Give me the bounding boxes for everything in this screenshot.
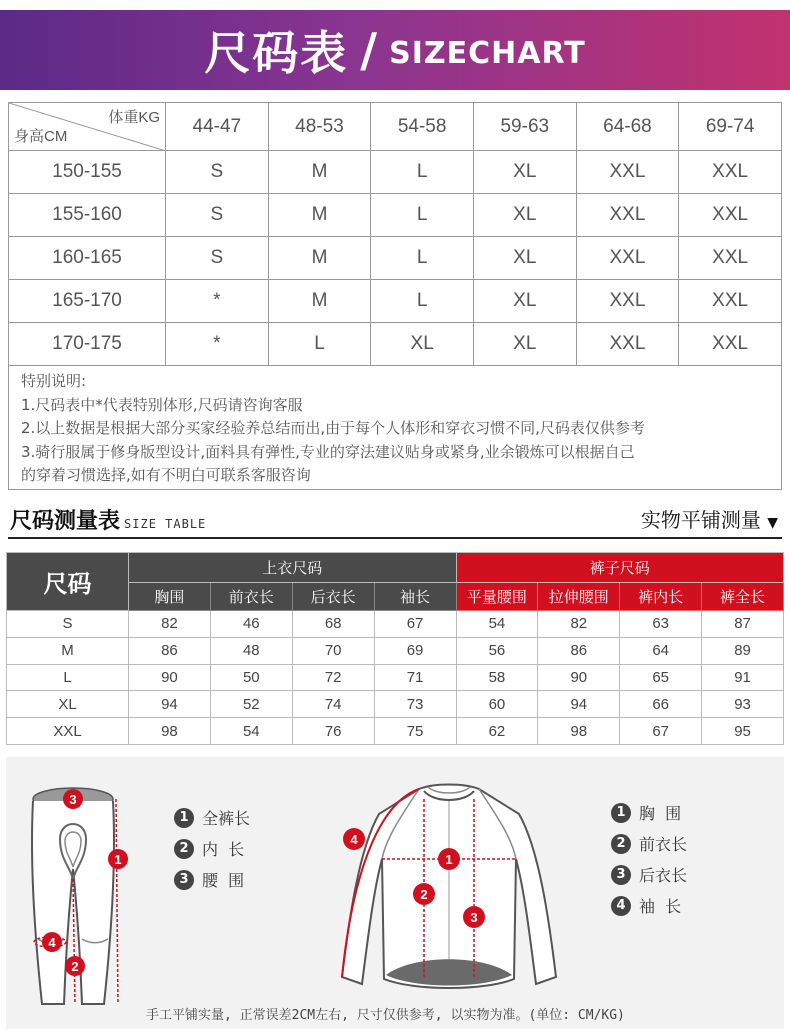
notes-title: 特别说明: (21, 372, 87, 390)
pant-measure-cell: 65 (620, 664, 702, 691)
size-chart-table (8, 102, 782, 366)
top-measure-cell: 46 (210, 611, 292, 638)
pant-measure-cell: 86 (538, 637, 620, 664)
size-cell: XXL (576, 280, 679, 323)
svg-text:2: 2 (71, 959, 79, 974)
pants-illustration (20, 779, 140, 1009)
weight-col-header: 69-74 (679, 103, 782, 151)
measure-size-cell: L (7, 664, 129, 691)
notes-line: 的穿着习惯选择,如有不明白可联系客服咨询 (21, 466, 311, 484)
measure-size-cell: XXL (7, 718, 129, 745)
weight-col-header: 64-68 (576, 103, 679, 151)
size-chart-row (9, 194, 782, 237)
size-cell: * (166, 280, 269, 323)
top-measure-cell: 72 (292, 664, 374, 691)
svg-text:4: 4 (350, 832, 358, 847)
top-measure-cell: 75 (374, 718, 456, 745)
measure-section-header (8, 502, 782, 538)
measure-row (7, 691, 784, 718)
flat-measure-label (641, 504, 778, 533)
pant-measure-cell: 67 (620, 718, 702, 745)
pant-measure-cell: 62 (456, 718, 538, 745)
top-measure-cell: 86 (129, 637, 211, 664)
pant-size-group: 裤子尺码 (456, 553, 784, 583)
size-cell: M (268, 151, 371, 194)
measure-row (7, 664, 784, 691)
jersey-legend-item (611, 890, 687, 921)
pant-col-header: 裤全长 (702, 583, 784, 611)
size-cell: M (268, 237, 371, 280)
pant-measure-cell: 90 (538, 664, 620, 691)
jersey-illustration (324, 779, 574, 994)
size-cell: M (268, 280, 371, 323)
pant-measure-cell: 60 (456, 691, 538, 718)
title-slash: / (360, 23, 378, 77)
top-measure-cell: 71 (374, 664, 456, 691)
top-measure-cell: 76 (292, 718, 374, 745)
legend-label: 胸 围 (639, 804, 682, 823)
measure-size-cell: XL (7, 691, 129, 718)
svg-text:3: 3 (69, 792, 77, 807)
pant-measure-cell: 66 (620, 691, 702, 718)
legend-label: 后衣长 (639, 866, 688, 885)
pant-measure-cell: 63 (620, 611, 702, 638)
top-col-header: 前衣长 (210, 583, 292, 611)
weight-col-header: 54-58 (371, 103, 474, 151)
size-chart-header-row (9, 103, 782, 151)
height-range-cell: 155-160 (9, 194, 166, 237)
measure-size-cell: M (7, 637, 129, 664)
size-cell: S (166, 151, 269, 194)
size-cell: XL (371, 323, 474, 366)
notes-line: 1.尺码表中*代表特别体形,尺码请咨询客服 (21, 395, 303, 414)
flat-measure-text: 实物平铺测量 (640, 508, 761, 532)
size-cell: XXL (679, 280, 782, 323)
size-cell: L (371, 151, 474, 194)
weight-col-header: 44-47 (166, 103, 269, 151)
triangle-down-icon: ▼ (767, 515, 778, 531)
measure-table (6, 552, 784, 745)
pant-col-header: 拉伸腰围 (538, 583, 620, 611)
size-cell: XXL (679, 194, 782, 237)
measurement-diagram (6, 757, 784, 1029)
size-cell: XL (473, 323, 576, 366)
notes-line: 3.骑行服属于修身版型设计,面料具有弹性,专业的穿法建议贴身或紧身,业余锻炼可以根据自己 (21, 442, 635, 461)
weight-col-header: 48-53 (268, 103, 371, 151)
size-cell: L (268, 323, 371, 366)
measure-footnote: 手工平铺实量, 正常误差2CM左右, 尺寸仅供参考, 以实物为准。(单位: CM/KG) (146, 1008, 625, 1023)
legend-number: 1 (611, 803, 631, 823)
top-col-header: 后衣长 (292, 583, 374, 611)
svg-text:1: 1 (445, 852, 453, 867)
height-range-cell: 160-165 (9, 237, 166, 280)
pants-legend-item (174, 802, 250, 833)
height-range-cell: 165-170 (9, 280, 166, 323)
pant-measure-cell: 95 (702, 718, 784, 745)
size-cell: XL (473, 151, 576, 194)
measure-row (7, 611, 784, 638)
special-notes (8, 360, 782, 490)
pant-measure-cell: 91 (702, 664, 784, 691)
pant-measure-cell: 64 (620, 637, 702, 664)
pants-legend (174, 802, 250, 895)
pant-measure-cell: 56 (456, 637, 538, 664)
pant-measure-cell: 98 (538, 718, 620, 745)
size-cell: L (371, 280, 474, 323)
size-cell: XXL (576, 194, 679, 237)
pant-measure-cell: 82 (538, 611, 620, 638)
jersey-legend-item (611, 859, 687, 890)
top-measure-cell: 50 (210, 664, 292, 691)
measure-group-row (7, 553, 784, 583)
size-chart-row (9, 280, 782, 323)
pant-measure-cell: 89 (702, 637, 784, 664)
size-cell: L (371, 237, 474, 280)
size-cell: M (268, 194, 371, 237)
legend-label: 腰 围 (202, 871, 245, 890)
svg-text:1: 1 (114, 852, 122, 867)
height-axis-label: 身高CM (14, 128, 68, 145)
size-cell: XXL (679, 237, 782, 280)
top-measure-cell: 82 (129, 611, 211, 638)
svg-text:4: 4 (48, 935, 56, 950)
size-cell: XXL (576, 151, 679, 194)
jersey-legend (611, 797, 687, 921)
pant-col-header: 平量腰围 (456, 583, 538, 611)
legend-label: 袖 长 (639, 897, 682, 916)
jersey-legend-item (611, 797, 687, 828)
size-cell: S (166, 194, 269, 237)
legend-number: 2 (174, 839, 194, 859)
top-measure-cell: 90 (129, 664, 211, 691)
top-measure-cell: 94 (129, 691, 211, 718)
measure-section-title (10, 504, 206, 535)
top-measure-cell: 48 (210, 637, 292, 664)
measure-row (7, 637, 784, 664)
title-banner (0, 10, 790, 90)
section-divider (8, 537, 782, 539)
measure-size-cell: S (7, 611, 129, 638)
pant-measure-cell: 54 (456, 611, 538, 638)
title-cn: 尺码表 (204, 26, 349, 80)
top-size-group: 上衣尺码 (129, 553, 457, 583)
legend-number: 3 (611, 865, 631, 885)
pants-legend-item (174, 833, 250, 864)
height-range-cell: 170-175 (9, 323, 166, 366)
top-col-header: 袖长 (374, 583, 456, 611)
pant-measure-cell: 87 (702, 611, 784, 638)
measure-title-en: SIZE TABLE (124, 517, 207, 531)
size-chart-row (9, 237, 782, 280)
size-cell: XXL (576, 237, 679, 280)
top-measure-cell: 54 (210, 718, 292, 745)
jersey-legend-item (611, 828, 687, 859)
measure-title-cn: 尺码测量表 (10, 509, 121, 534)
title-en: SIZECHART (389, 35, 586, 71)
pant-col-header: 裤内长 (620, 583, 702, 611)
weight-axis-label: 体重KG (108, 109, 160, 126)
measure-table-body (7, 611, 784, 745)
pant-measure-cell: 58 (456, 664, 538, 691)
height-range-cell: 150-155 (9, 151, 166, 194)
svg-text:2: 2 (420, 887, 428, 902)
legend-label: 内 长 (202, 840, 245, 859)
legend-label: 全裤长 (202, 809, 251, 828)
size-chart-row (9, 151, 782, 194)
top-measure-cell: 73 (374, 691, 456, 718)
svg-text:3: 3 (470, 910, 478, 925)
size-cell: XXL (576, 323, 679, 366)
top-measure-cell: 74 (292, 691, 374, 718)
legend-number: 4 (611, 896, 631, 916)
top-measure-cell: 98 (129, 718, 211, 745)
pant-measure-cell: 93 (702, 691, 784, 718)
top-measure-cell: 69 (374, 637, 456, 664)
size-cell: XL (473, 237, 576, 280)
legend-number: 3 (174, 870, 194, 890)
size-cell: XXL (679, 151, 782, 194)
size-cell: XL (473, 194, 576, 237)
size-cell: S (166, 237, 269, 280)
top-measure-cell: 52 (210, 691, 292, 718)
weight-col-header: 59-63 (473, 103, 576, 151)
size-cell: XXL (679, 323, 782, 366)
size-cell: L (371, 194, 474, 237)
top-measure-cell: 67 (374, 611, 456, 638)
size-cell: * (166, 323, 269, 366)
size-cell: XL (473, 280, 576, 323)
pant-measure-cell: 94 (538, 691, 620, 718)
notes-line: 2.以上数据是根据大部分买家经验养总结而出,由于每个人体形和穿衣习惯不同,尺码表仅供参考 (21, 419, 645, 437)
size-header: 尺码 (7, 553, 129, 611)
legend-number: 2 (611, 834, 631, 854)
pants-legend-item (174, 864, 250, 895)
size-chart-body (9, 151, 782, 366)
legend-label: 前衣长 (639, 835, 688, 854)
top-col-header: 胸围 (129, 583, 211, 611)
measure-row (7, 718, 784, 745)
legend-number: 1 (174, 808, 194, 828)
corner-cell (9, 103, 166, 151)
top-measure-cell: 68 (292, 611, 374, 638)
top-measure-cell: 70 (292, 637, 374, 664)
